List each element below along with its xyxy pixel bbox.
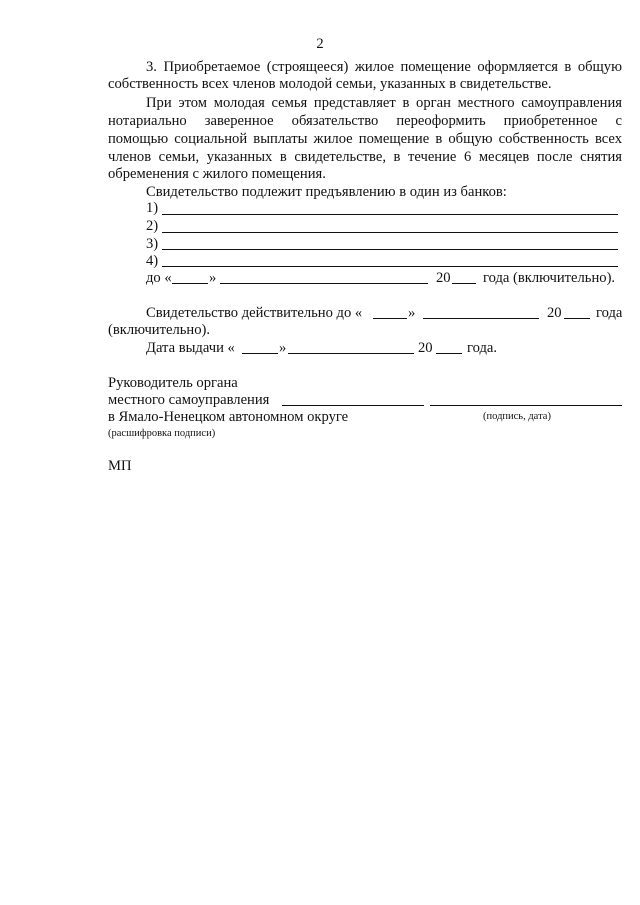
bank-item-label-3: 3) [146, 236, 159, 252]
issue-year-prefix: 20 [418, 340, 433, 356]
until-year-field[interactable] [452, 283, 476, 284]
validity-prefix: Свидетельство действительно до « [146, 305, 363, 321]
validity-month-field[interactable] [423, 318, 539, 319]
bank-field-3[interactable] [162, 249, 618, 250]
validity-inclusive: (включительно). [108, 322, 211, 338]
signatory-title-line2: местного самоуправления [108, 392, 270, 408]
validity-quote-close: » [408, 305, 416, 321]
until-month-field[interactable] [220, 283, 428, 284]
issue-quote-close: » [279, 340, 287, 356]
validity-year-word: года [596, 305, 623, 321]
para3-line1: 3. Приобретаемое (строящееся) жилое помещение оформляется в общую [146, 59, 622, 75]
validity-day-field[interactable] [373, 318, 407, 319]
para3-line2: собственность всех членов молодой семьи, указанных в свидетельстве. [108, 76, 552, 92]
signature-field[interactable] [282, 405, 424, 406]
bank-item-label-2: 2) [146, 218, 159, 234]
para4-line2: нотариально заверенное обязательство переоформить приобретенное с [108, 113, 622, 129]
signatory-title-line1: Руководитель органа [108, 375, 238, 391]
until-suffix: года (включительно). [483, 270, 616, 286]
bank-field-2[interactable] [162, 232, 618, 233]
bank-field-4[interactable] [162, 266, 618, 267]
issue-prefix: Дата выдачи « [146, 340, 235, 356]
until-prefix: до « [146, 270, 172, 286]
bank-item-label-4: 4) [146, 253, 159, 269]
signatory-title-line3: в Ямало-Ненецком автономном округе [108, 409, 349, 425]
para4-line5: обременения с жилого помещения. [108, 166, 326, 182]
stamp-placeholder: МП [108, 458, 132, 474]
issue-year-field[interactable] [436, 353, 462, 354]
issue-month-field[interactable] [288, 353, 414, 354]
decode-caption: (расшифровка подписи) [108, 428, 216, 439]
signature-caption: (подпись, дата) [483, 411, 551, 422]
page-number: 2 [316, 36, 324, 52]
until-year-prefix: 20 [436, 270, 451, 286]
validity-year-field[interactable] [564, 318, 590, 319]
issue-day-field[interactable] [242, 353, 278, 354]
bank-field-1[interactable] [162, 214, 618, 215]
banks-intro: Свидетельство подлежит предъявлению в один из банков: [146, 184, 507, 200]
issue-suffix: года. [467, 340, 498, 356]
para4-line4: членов семьи, указанных в свидетельстве, в течение 6 месяцев после снятия [108, 149, 622, 165]
para4-line3: помощью социальной выплаты жилое помещение в общую собственность всех [108, 131, 622, 147]
bank-item-label-1: 1) [146, 200, 159, 216]
para4-line1: При этом молодая семья представляет в орган местного самоуправления [146, 95, 622, 111]
until-day-field[interactable] [172, 283, 208, 284]
signature-decode-field[interactable] [430, 405, 622, 406]
validity-year-prefix: 20 [547, 305, 562, 321]
until-quote-close: » [209, 270, 217, 286]
